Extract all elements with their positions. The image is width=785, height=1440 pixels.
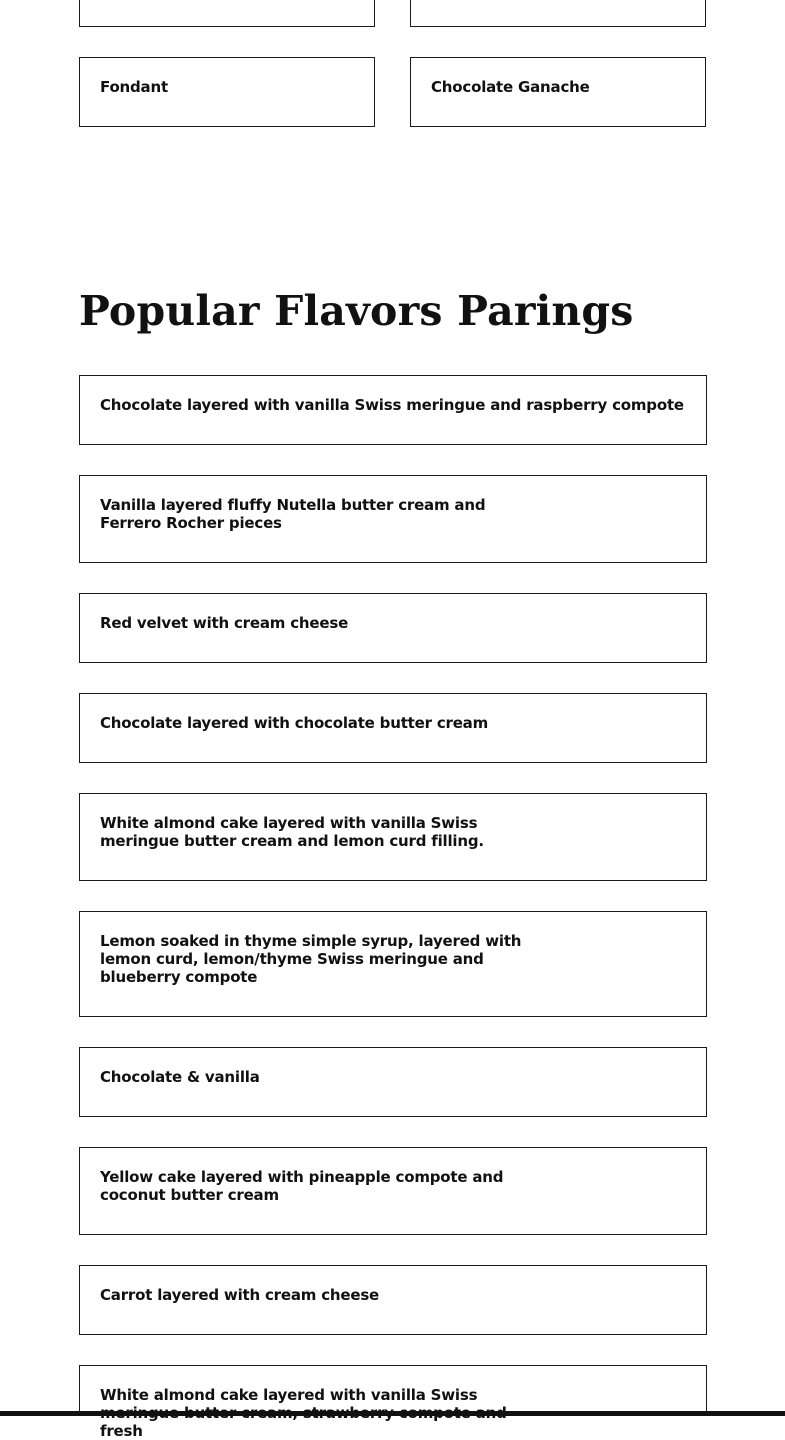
flavor-pairing-item[interactable] (79, 1147, 707, 1235)
flavor-pairing-item[interactable] (79, 793, 707, 881)
option-card[interactable] (410, 0, 706, 27)
flavor-pairing-label: Lemon soaked in thyme simple syrup, layered with lemon curd, lemon/thyme Swiss meringue and blueberry compote (100, 932, 522, 986)
flavor-pairing-item[interactable] (79, 593, 707, 663)
option-card[interactable] (79, 0, 375, 27)
flavor-pairing-item[interactable] (79, 1365, 707, 1440)
flavor-pairing-label: Red velvet with cream cheese (100, 614, 349, 632)
flavor-pairing-label: Chocolate & vanilla (100, 1068, 260, 1086)
flavor-pairing-label: Vanilla layered fluffy Nutella butter cream and Ferrero Rocher pieces (100, 496, 486, 532)
option-card-fondant[interactable] (79, 57, 375, 127)
flavor-pairing-label: Yellow cake layered with pineapple compote and coconut butter cream (100, 1168, 504, 1204)
flavor-pairing-label: Carrot layered with cream cheese (100, 1286, 380, 1304)
flavor-pairing-label: Chocolate layered with vanilla Swiss meringue and raspberry compote (100, 396, 684, 414)
flavor-pairing-label: White almond cake layered with vanilla Swiss fresh (100, 1386, 478, 1440)
flavor-pairing-item[interactable] (79, 693, 707, 763)
flavor-pairing-label: Chocolate layered with chocolate butter cream (100, 714, 489, 732)
option-card-chocolate-ganache[interactable] (410, 57, 706, 127)
option-card-label: Chocolate Ganache (431, 78, 590, 96)
bottom-edge-bar (0, 1411, 785, 1416)
option-card-label: Fondant (100, 78, 168, 96)
flavor-pairing-item[interactable] (79, 1047, 707, 1117)
flavor-pairing-item[interactable] (79, 1265, 707, 1335)
flavor-pairing-label: White almond cake layered with vanilla Swiss meringue butter cream and lemon curd filling. (100, 814, 484, 850)
flavor-pairing-item[interactable] (79, 375, 707, 445)
section-title: Popular Flavors Parings (79, 287, 634, 335)
flavor-pairing-item[interactable] (79, 911, 707, 1017)
flavor-pairing-item[interactable] (79, 475, 707, 563)
